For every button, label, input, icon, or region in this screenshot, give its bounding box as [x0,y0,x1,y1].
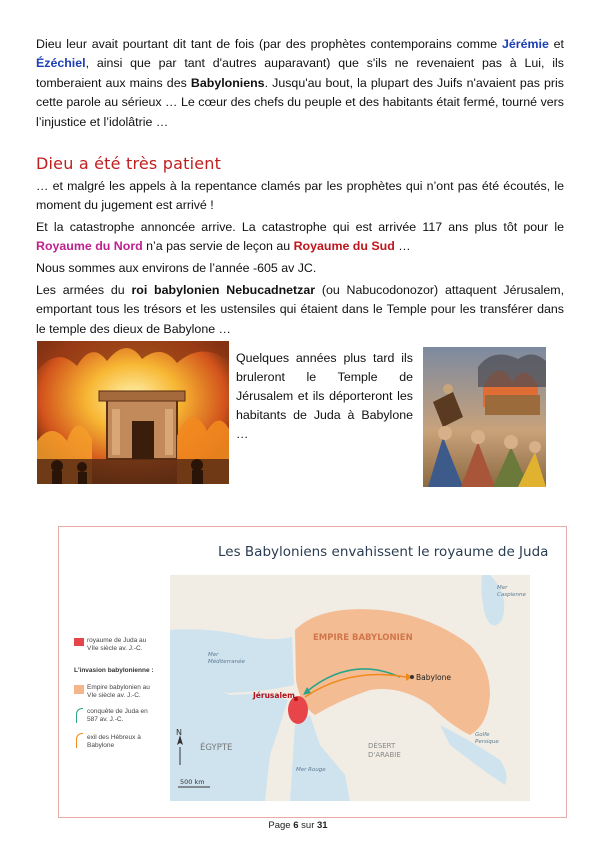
legend-swatch-empire [74,685,84,694]
legend-arrow-conquest-icon [76,708,83,723]
images-caption: Quelques années plus tard ils bruleront le Temple de Jérusalem et ils déporteront les habitants de Juda à Babylone … [236,351,413,441]
royaume-du-nord: Royaume du Nord [36,239,143,254]
legend-conquest: conquête de Juda en 587 av. J.-C. [87,708,148,723]
legend-juda: royaume de Juda au VIIe siècle av. J.-C. [87,637,147,652]
name-jeremie: Jérémie [502,37,549,51]
legend-empire: Empire babylonien au VIe siècle av. J.-C. [87,684,150,699]
north-indicator: N [176,728,182,737]
section-title: Dieu a été très patient [36,154,222,173]
juda-area [288,696,308,724]
label-mer-caspienne: Mer Caspienne [497,585,526,598]
label-babylone: Babylone [416,673,451,682]
paragraph-date: Nous sommes aux environs de l’année -605 av JC. [36,261,317,275]
legend-header: L'invasion babylonienne : [74,667,154,674]
label-desert: DÉSERT D'ARABIE [368,742,401,759]
paragraph-nebucadnetzar: Les armées du roi babylonien Nebucadnetzar (ou Nabucodonozor) attaquent Jérusalem, emportant tous les trésors et les ustensiles qui étaient dans le Temple pour les transférer dans le temple des dieux de Babylone … [36,283,565,336]
paragraph-repentance: … et malgré les appels à la repentance clamés par les prophètes qui n’ont pas été écoutés, le moment du jugement est arrivé ! [36,179,564,213]
legend-swatch-juda [74,638,84,646]
roi-babylonien: roi babylonien Nebucadnetzar [131,283,316,297]
map-area [170,575,530,801]
legend-exile: exil des Hébreux à Babylone [87,734,141,749]
royaume-du-sud: Royaume du Sud [293,239,395,254]
label-egypte: ÉGYPTE [200,743,233,753]
label-golfe-persique: Golfe Persique [475,732,499,745]
label-mer-rouge: Mer Rouge [296,767,326,773]
name-ezechiel: Ézéchiel [36,56,86,71]
label-empire: EMPIRE BABYLONIEN [313,633,413,643]
label-mer-mediterranee: Mer Méditerranée [208,652,245,665]
intro-paragraph: Dieu leur avait pourtant dit tant de fois (par des prophètes contemporains comme Jérémie et Ézéchiel, ainsi que par tant d'autres auparavant) que s'ils ne revenaient pas à Lui, ils tomberaient aux mains des Babyloniens. Jusqu'au bout, la plupart des Juifs n'avaient pas pris cette parole au sérieux … Le cœur des chefs du peuple et des habitants était fermé, tourné vers l’injustice et l’idolâtrie … [36,37,564,129]
page-footer: Page 6 sur 31 [268,820,328,831]
deportation-illustration [423,347,546,487]
word-babyloniens: Babyloniens [190,75,265,90]
legend-arrow-exile-icon [76,733,83,748]
map-title: Les Babyloniens envahissent le royaume de Juda [218,544,549,560]
label-jerusalem: Jérusalem [253,691,295,700]
paragraph-catastrophe: Et la catastrophe annoncée arrive. La catastrophe qui est arrivée 117 ans plus tôt pour le Royaume du Nord n’a pas servie de leçon au Royaume du Sud … [36,220,564,254]
burning-temple-illustration [37,341,229,484]
scale-label: 500 km [180,778,205,786]
